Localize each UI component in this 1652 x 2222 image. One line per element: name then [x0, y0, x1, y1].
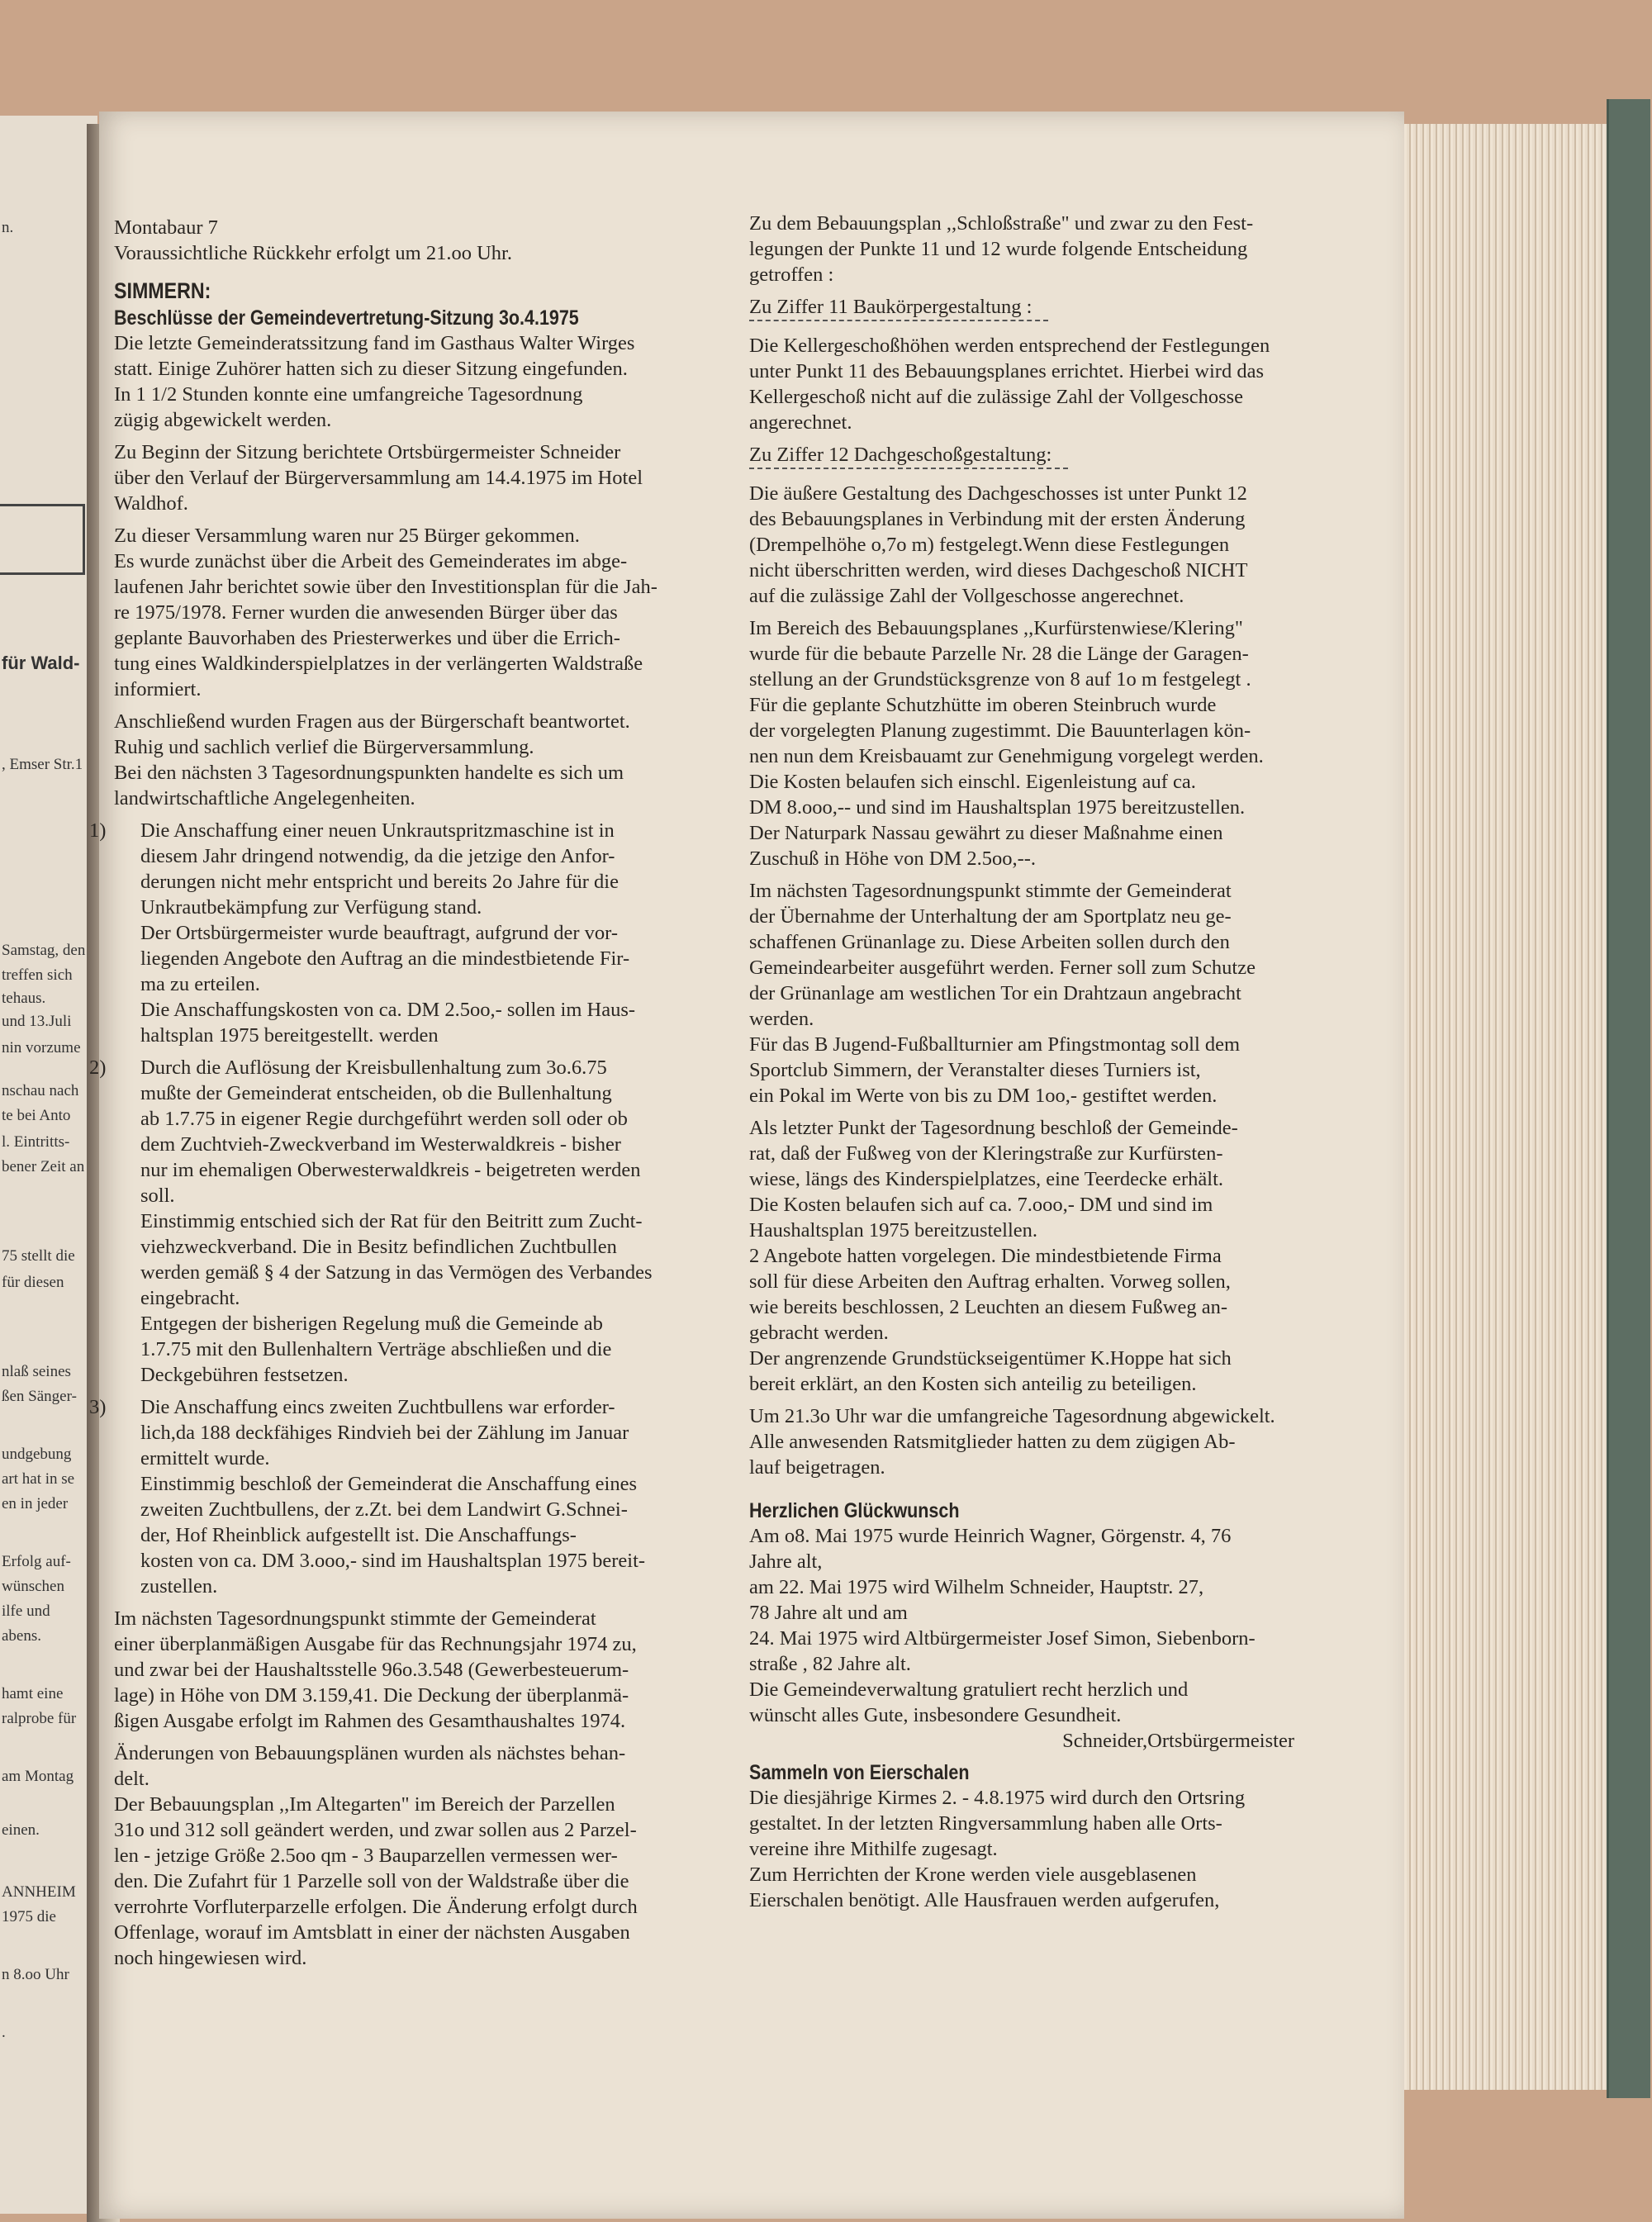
text-line: Die Gemeindeverwaltung gratuliert recht herzlich und — [749, 1678, 1189, 1701]
text-line: Einstimmig beschloß der Gemeinderat die Anschaffung eines — [140, 1473, 638, 1495]
text-line: Entgegen der bisherigen Regelung muß die Gemeinde ab — [140, 1313, 603, 1335]
text-line: Zu dem Bebauungsplan ,,Schloßstraße" und zwar zu den Fest- — [749, 212, 1254, 235]
prev-page-fragment: , Emser Str.1 — [2, 756, 83, 773]
eggshell-text — [749, 1785, 1393, 1913]
prev-page-fragment: ilfe und — [2, 1602, 50, 1620]
text-line: Ruhig und sachlich verlief die Bürgerversammlung. — [114, 736, 534, 758]
text-line: nicht überschritten werden, wird dieses Dachgeschoß NICHT — [749, 559, 1248, 582]
frame-box — [0, 504, 85, 575]
text-line: Zum Herrichten der Krone werden viele ausgeblasenen — [749, 1864, 1197, 1886]
text-line: kosten von ca. DM 3.ooo,- sind im Haushaltsplan 1975 bereit- — [140, 1550, 646, 1572]
item-text — [140, 1394, 758, 1599]
text-line: zustellen. — [140, 1575, 218, 1598]
prev-page-fragment: Erfolg auf- — [2, 1553, 71, 1570]
text-line: Einstimmig entschied sich der Rat für den Beitritt zum Zucht- — [140, 1210, 643, 1232]
text-line: straße , 82 Jahre alt. — [749, 1653, 911, 1675]
text-line: und zwar bei der Haushaltsstelle 96o.3.548 (Gewerbesteuerum- — [114, 1659, 629, 1681]
text-line: Der angrenzende Grundstückseigentümer K.Hoppe hat sich — [749, 1347, 1232, 1370]
text-line: 78 Jahre alt und am — [749, 1602, 908, 1624]
text-line: Im nächsten Tagesordnungspunkt stimmte der Gemeinderat — [749, 880, 1232, 902]
subsection-text — [749, 333, 1393, 435]
text-line: Um 21.3o Uhr war die umfangreiche Tagesordnung abgewickelt. — [749, 1405, 1275, 1427]
prev-page-fragment: bener Zeit an — [2, 1158, 85, 1175]
text-line: Die Kellergeschoßhöhen werden entsprechend der Festlegungen — [749, 335, 1270, 357]
text-line: unter Punkt 11 des Bebauungsplanes errichtet. Hierbei wird das — [749, 360, 1265, 382]
text-line: viehzweckverband. Die in Besitz befindlichen Zuchtbullen — [140, 1236, 617, 1258]
paragraph — [749, 211, 1393, 287]
text-line: Für das B Jugend-Fußballturnier am Pfingstmontag soll dem — [749, 1033, 1241, 1056]
prev-page-fragment: art hat in se — [2, 1470, 75, 1488]
paragraph — [114, 1740, 758, 1971]
text-line: Haushaltsplan 1975 bereitzustellen. — [749, 1219, 1038, 1242]
text-line: landwirtschaftliche Angelegenheiten. — [114, 787, 415, 810]
paragraph — [114, 1606, 758, 1734]
text-line: Die Kosten belaufen sich auf ca. 7.ooo,- DM und sind im — [749, 1194, 1213, 1216]
text-line: Zu dieser Versammlung waren nur 25 Bürger gekommen. — [114, 525, 580, 547]
text-line: nen nun dem Kreisbauamt zur Genehmigung vorgelegt werden. — [749, 745, 1264, 767]
paragraph — [114, 709, 758, 811]
text-line: der vorgelegten Planung zugestimmt. Die Bauunterlagen kön- — [749, 719, 1251, 742]
prev-page-fragment: l. Eintritts- — [2, 1133, 70, 1151]
text-line: nur im ehemaligen Oberwesterwaldkreis - beigetreten werden — [140, 1159, 641, 1181]
text-line: Im nächsten Tagesordnungspunkt stimmte der Gemeinderat — [114, 1607, 596, 1630]
text-line: auf die zulässige Zahl der Vollgeschosse angerechnet. — [749, 585, 1184, 607]
text-line: Die letzte Gemeinderatssitzung fand im Gasthaus Walter Wirges — [114, 332, 635, 354]
subsection-text — [749, 481, 1393, 609]
item-number: 3) — [89, 1396, 107, 1418]
subsection-title: Zu Ziffer 11 Baukörpergestaltung : — [749, 294, 1048, 321]
text-line: Sportclub Simmern, der Veranstalter dieses Turniers ist, — [749, 1059, 1201, 1081]
text-line: Voraussichtliche Rückkehr erfolgt um 21.oo Uhr. — [114, 242, 512, 264]
text-line: der Übernahme der Unterhaltung der am Sportplatz neu ge- — [749, 905, 1232, 928]
prev-page-fragment: am Montag — [2, 1768, 74, 1785]
right-column — [749, 211, 1393, 1920]
prev-page-fragment: und 13.Juli — [2, 1013, 72, 1030]
text-line: 1.7.75 mit den Bullenhaltern Verträge abschließen und die — [140, 1338, 612, 1360]
prev-page-fragment: te bei Anto — [2, 1107, 71, 1124]
previous-page — [0, 116, 97, 2214]
text-line: len - jetzige Größe 2.5oo qm - 3 Bauparzellen vermessen wer- — [114, 1845, 618, 1867]
text-line: 31o und 312 soll geändert werden, und zwar sollen aus 2 Parzel- — [114, 1819, 637, 1841]
text-line: vereine ihre Mithilfe zugesagt. — [749, 1838, 998, 1860]
text-line: wurde für die bebaute Parzelle Nr. 28 die Länge der Garagen- — [749, 643, 1249, 665]
prev-page-fragment: für diesen — [2, 1274, 64, 1291]
text-line: des Bebauungsplanes in Verbindung mit der ersten Änderung — [749, 508, 1246, 530]
text-line: ßigen Ausgabe erfolgt im Rahmen des Gesamthaushaltes 1974. — [114, 1710, 626, 1732]
prev-page-fragment: tehaus. — [2, 990, 46, 1007]
text-line: laufenen Jahr berichtet sowie über den Investitionsplan für die Jah- — [114, 576, 657, 598]
text-line: delt. — [114, 1768, 150, 1790]
text-line: Die Anschaffungskosten von ca. DM 2.5oo,- sollen im Haus- — [140, 999, 636, 1021]
text-line: gebracht werden. — [749, 1322, 889, 1344]
text-line: ermittelt wurde. — [140, 1447, 270, 1469]
text-line: dem Zuchtvieh-Zweckverband im Westerwaldkreis - bisher — [140, 1133, 621, 1156]
text-line: der, Hof Rheinblick aufgestellt ist. Die Anschaffungs- — [140, 1524, 577, 1546]
text-line: zügig abgewickelt werden. — [114, 409, 332, 431]
intro-lines — [114, 215, 758, 266]
text-line: eingebracht. — [140, 1287, 240, 1309]
text-line: In 1 1/2 Stunden konnte eine umfangreiche Tagesordnung — [114, 383, 583, 406]
prev-page-fragment: undgebung — [2, 1446, 72, 1463]
text-line: DM 8.ooo,-- und sind im Haushaltsplan 1975 bereitzustellen. — [749, 796, 1246, 819]
text-line: Zuschuß in Höhe von DM 2.5oo,--. — [749, 847, 1037, 870]
section-subtitle: Beschlüsse der Gemeindevertretung-Sitzung 3o.4.1975 — [114, 306, 579, 330]
text-line: informiert. — [114, 678, 202, 700]
text-line: Waldhof. — [114, 492, 188, 515]
item-number: 1) — [89, 819, 107, 842]
signature: Schneider,Ortsbürgermeister — [1062, 1730, 1294, 1752]
text-line: über den Verlauf der Bürgerversammlung am 14.4.1975 im Hotel — [114, 467, 643, 489]
text-line: derungen nicht mehr entspricht und bereits 2o Jahre für die — [140, 871, 619, 893]
text-line: schaffenen Grünanlage zu. Diese Arbeiten sollen durch den — [749, 931, 1230, 953]
left-column — [89, 215, 758, 1977]
text-line: stellung an der Grundstücksgrenze von 8 auf 1o m festgelegt . — [749, 668, 1251, 691]
text-line: Änderungen von Bebauungsplänen wurden als nächstes behan- — [114, 1742, 626, 1764]
paragraph — [749, 1115, 1393, 1397]
text-line: soll. — [140, 1185, 175, 1207]
eggshell-title: Sammeln von Eierschalen — [749, 1761, 970, 1784]
text-line: Am o8. Mai 1975 wurde Heinrich Wagner, Görgenstr. 4, 76 — [749, 1525, 1232, 1547]
text-line: lauf beigetragen. — [749, 1456, 885, 1479]
text-line: Jahre alt, — [749, 1550, 823, 1573]
text-line: Der Naturpark Nassau gewährt zu dieser Maßnahme einen — [749, 822, 1223, 844]
prev-page-fragment: ralprobe für — [2, 1710, 77, 1727]
item-text — [140, 818, 758, 1048]
text-line: Offenlage, worauf im Amtsblatt in einer der nächsten Ausgaben — [114, 1921, 630, 1944]
text-line: einer überplanmäßigen Ausgabe für das Rechnungsjahr 1974 zu, — [114, 1633, 637, 1655]
text-line: gestaltet. In der letzten Ringversammlung haben alle Orts- — [749, 1812, 1222, 1835]
prev-page-fragment: n. — [2, 219, 14, 236]
text-line: ab 1.7.75 in eigener Regie durchgeführt werden soll oder ob — [140, 1108, 628, 1130]
text-line: legungen der Punkte 11 und 12 wurde folgende Entscheidung — [749, 238, 1248, 260]
item-text — [140, 1055, 758, 1388]
text-line: Kellergeschoß nicht auf die zulässige Zahl der Vollgeschosse — [749, 386, 1244, 408]
text-line: tung eines Waldkinderspielplatzes in der verlängerten Waldstraße — [114, 653, 643, 675]
text-line: noch hingewiesen wird. — [114, 1947, 307, 1969]
text-line: 24. Mai 1975 wird Altbürgermeister Josef Simon, Siebenborn- — [749, 1627, 1256, 1650]
text-line: bereit erklärt, an den Kosten sich anteilig zu beteiligen. — [749, 1373, 1197, 1395]
prev-page-fragment: nin vorzume — [2, 1039, 81, 1056]
text-line: lage) in Höhe von DM 3.159,41. Die Deckung der überplanmä- — [114, 1684, 629, 1707]
text-line: 2 Angebote hatten vorgelegen. Die mindestbietende Firma — [749, 1245, 1222, 1267]
prev-page-fragment: 1975 die — [2, 1908, 56, 1925]
prev-page-fragment: nlaß seines — [2, 1363, 71, 1380]
agenda-item — [89, 1394, 758, 1599]
item-number: 2) — [89, 1056, 107, 1079]
prev-page-fragment: nschau nach — [2, 1082, 79, 1099]
text-line: Als letzter Punkt der Tagesordnung beschloß der Gemeinde- — [749, 1117, 1238, 1139]
text-line: ma zu erteilen. — [140, 973, 260, 995]
paragraph — [749, 878, 1393, 1109]
text-line: wiese, längs des Kinderspielplatzes, eine Teerdecke erhält. — [749, 1168, 1224, 1190]
prev-page-fragment: ANNHEIM — [2, 1883, 76, 1901]
text-line: Montabaur 7 — [114, 216, 218, 239]
text-line: Im Bereich des Bebauungsplanes ,,Kurfürstenwiese/Klering" — [749, 617, 1243, 639]
text-line: Es wurde zunächst über die Arbeit des Gemeinderates im abge- — [114, 550, 628, 572]
text-line: wie bereits beschlossen, 2 Leuchten an diesem Fußweg an- — [749, 1296, 1227, 1318]
text-line: Die diesjährige Kirmes 2. - 4.8.1975 wird durch den Ortsring — [749, 1787, 1246, 1809]
prev-page-fragment: n 8.oo Uhr — [2, 1966, 69, 1983]
text-line: soll für diese Arbeiten den Auftrag erhalten. Vorweg sollen, — [749, 1270, 1231, 1293]
prev-page-fragment: . — [2, 2024, 6, 2041]
text-line: wünscht alles Gute, insbesondere Gesundheit. — [749, 1704, 1122, 1726]
text-line: Die Kosten belaufen sich einschl. Eigenleistung auf ca. — [749, 771, 1196, 793]
agenda-item — [89, 818, 758, 1048]
text-line: angerechnet. — [749, 411, 852, 434]
agenda-item — [89, 1055, 758, 1388]
greetings-text — [749, 1523, 1393, 1728]
subsection — [749, 442, 1393, 609]
document-page — [89, 112, 1404, 2219]
prev-page-fragment: hamt eine — [2, 1685, 64, 1702]
prev-page-fragment: ßen Sänger- — [2, 1388, 77, 1405]
text-line: haltsplan 1975 bereitgestellt. werden — [140, 1024, 439, 1047]
text-line: den. Die Zufahrt für 1 Parzelle soll von der Waldstraße über die — [114, 1870, 629, 1892]
text-line: re 1975/1978. Ferner wurden die anwesenden Bürger über das — [114, 601, 618, 624]
prev-page-fragment: einen. — [2, 1821, 40, 1839]
text-line: zweiten Zuchtbullens, der z.Zt. bei dem Landwirt G.Schnei- — [140, 1498, 628, 1521]
text-line: Die Anschaffung einer neuen Unkrautspritzmaschine ist in — [140, 819, 615, 842]
prev-page-fragment: 75 stellt die — [2, 1247, 75, 1265]
paragraph — [114, 330, 758, 433]
paragraph — [749, 615, 1393, 871]
text-line: rat, daß der Fußweg von der Kleringstraße zur Kurfürsten- — [749, 1142, 1223, 1165]
text-line: Der Bebauungsplan ,,Im Altegarten" im Bereich der Parzellen — [114, 1793, 615, 1816]
greetings-title: Herzlichen Glückwunsch — [749, 1499, 960, 1522]
text-line: Anschließend wurden Fragen aus der Bürgerschaft beantwortet. — [114, 710, 630, 733]
text-line: Eierschalen benötigt. Alle Hausfrauen werden aufgerufen, — [749, 1889, 1220, 1911]
paragraph — [114, 439, 758, 516]
prev-page-fragment: treffen sich — [2, 966, 73, 984]
prev-page-fragment: Samstag, den — [2, 942, 86, 959]
text-line: Die Anschaffung eincs zweiten Zuchtbullens war erforder- — [140, 1396, 615, 1418]
paragraph — [114, 523, 758, 702]
section-title: SIMMERN: — [114, 278, 211, 303]
subsection-title: Zu Ziffer 12 Dachgeschoßgestaltung: — [749, 442, 1068, 469]
text-line: verrohrte Vorfluterparzelle erfolgen. Die Änderung erfolgt durch — [114, 1896, 638, 1918]
text-line: Zu Beginn der Sitzung berichtete Ortsbürgermeister Schneider — [114, 441, 621, 463]
text-line: Deckgebühren festsetzen. — [140, 1364, 349, 1386]
subsection — [749, 294, 1393, 435]
text-line: Die äußere Gestaltung des Dachgeschosses ist unter Punkt 12 — [749, 482, 1247, 505]
text-line: Unkrautbekämpfung zur Verfügung stand. — [140, 896, 482, 919]
text-line: geplante Bauvorhaben des Priesterwerkes und über die Errich- — [114, 627, 620, 649]
text-line: lich,da 188 deckfähiges Rindvieh bei der Zählung im Januar — [140, 1422, 629, 1444]
book-cover — [1607, 99, 1650, 2098]
text-line: Für die geplante Schutzhütte im oberen Steinbruch wurde — [749, 694, 1217, 716]
text-line: Bei den nächsten 3 Tagesordnungspunkten handelte es sich um — [114, 762, 624, 784]
text-line: diesem Jahr dringend notwendig, da die jetzige den Anfor- — [140, 845, 615, 867]
text-line: Gemeindearbeiter ausgeführt werden. Ferner soll zum Schutze — [749, 957, 1256, 979]
prev-page-fragment: wünschen — [2, 1578, 64, 1595]
prev-page-fragment: für Wald- — [2, 653, 80, 673]
prev-page-fragment: en in jeder — [2, 1495, 69, 1512]
text-line: ein Pokal im Werte von bis zu DM 1oo,- gestiftet werden. — [749, 1085, 1218, 1107]
text-line: Durch die Auflösung der Kreisbullenhaltung zum 3o.6.75 — [140, 1056, 607, 1079]
text-line: liegenden Angebote den Auftrag an die mindestbietende Fir- — [140, 947, 630, 970]
text-line: Der Ortsbürgermeister wurde beauftragt, aufgrund der vor- — [140, 922, 618, 944]
text-line: Alle anwesenden Ratsmitglieder hatten zu dem zügigen Ab- — [749, 1431, 1236, 1453]
text-line: am 22. Mai 1975 wird Wilhelm Schneider, Hauptstr. 27, — [749, 1576, 1204, 1598]
text-line: (Drempelhöhe o,7o m) festgelegt.Wenn diese Festlegungen — [749, 534, 1230, 556]
text-line: statt. Einige Zuhörer hatten sich zu dieser Sitzung eingefunden. — [114, 358, 628, 380]
prev-page-fragment: abens. — [2, 1627, 42, 1645]
text-line: werden. — [749, 1008, 814, 1030]
text-line: werden gemäß § 4 der Satzung in das Vermögen des Verbandes — [140, 1261, 653, 1284]
text-line: getroffen : — [749, 264, 834, 286]
text-line: der Grünanlage am westlichen Tor ein Drahtzaun angebracht — [749, 982, 1241, 1004]
paragraph — [749, 1403, 1393, 1480]
text-line: mußte der Gemeinderat entscheiden, ob die Bullenhaltung — [140, 1082, 612, 1104]
